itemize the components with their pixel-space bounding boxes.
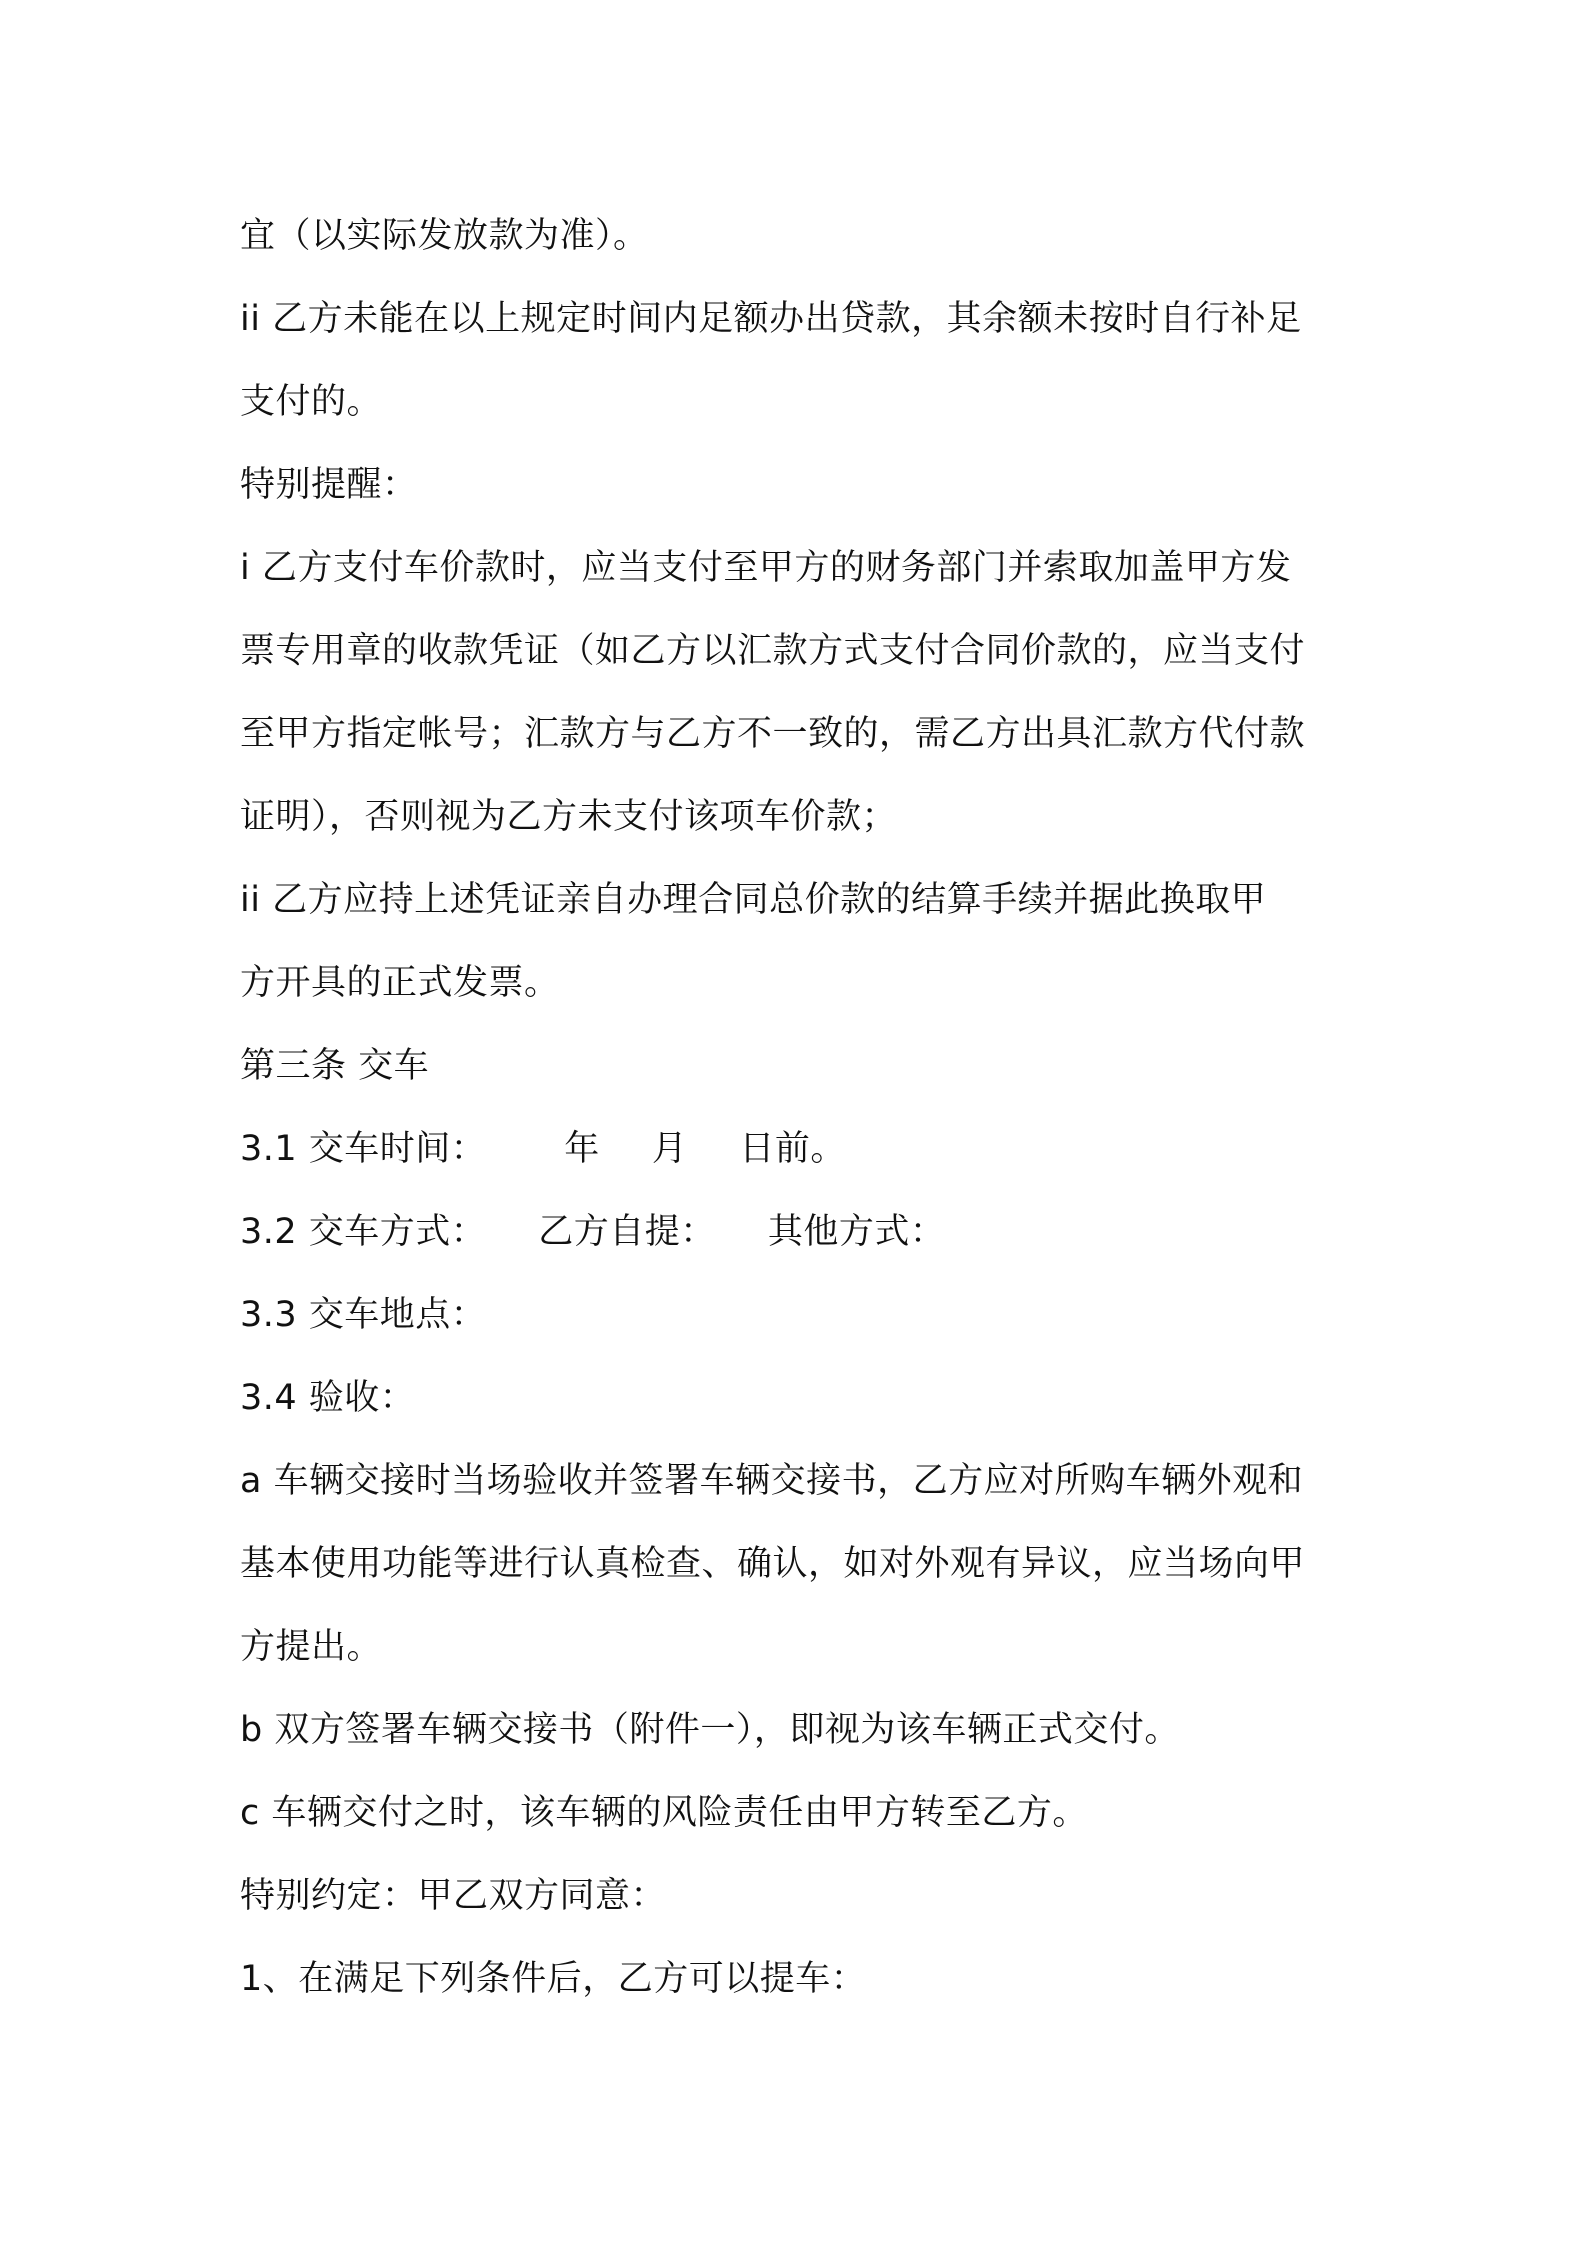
paragraph-line: i 乙方支付车价款时，应当支付至甲方的财务部门并索取加盖甲方发 (240, 548, 1292, 588)
self-pickup-option: 乙方自提： (538, 1212, 716, 1252)
special-reminder-heading: 特别提醒： (240, 465, 418, 505)
document-body (240, 195, 1370, 2021)
paragraph-line: 支付的。 (240, 382, 383, 422)
paragraph-line: ii 乙方应持上述凭证亲自办理合同总价款的结算手续并据此换取甲 (240, 880, 1267, 920)
paragraph-line: 方开具的正式发票。 (240, 963, 560, 1003)
clause-label: 3.1 交车时间： (240, 1129, 487, 1169)
other-method-option: 其他方式： (767, 1212, 946, 1252)
clause-delivery-time (240, 1108, 1370, 1191)
paragraph-line: 宜（以实际发放款为准）。 (240, 216, 649, 256)
paragraph-line: ii 乙方未能在以上规定时间内足额办出贷款，其余额未按时自行补足 (240, 299, 1302, 339)
year-label: 年 (564, 1129, 600, 1169)
clause-delivery-location: 3.3 交车地点： (240, 1295, 487, 1335)
clause-acceptance: 3.4 验收： (240, 1378, 416, 1418)
acceptance-line: 基本使用功能等进行认真检查、确认，如对外观有异议，应当场向甲 (240, 1544, 1306, 1584)
acceptance-line: b 双方签署车辆交接书（附件一），即视为该车辆正式交付。 (240, 1710, 1180, 1750)
acceptance-line: c 车辆交付之时，该车辆的风险责任由甲方转至乙方。 (240, 1793, 1088, 1833)
clause-label: 3.2 交车方式： (240, 1212, 487, 1252)
acceptance-line: 方提出。 (240, 1627, 383, 1667)
paragraph-line: 证明），否则视为乙方未支付该项车价款； (240, 797, 898, 837)
article-heading (240, 1025, 1370, 1108)
special-agreement-line: 特别约定：甲乙双方同意： (240, 1876, 667, 1916)
month-label: 月 (651, 1129, 688, 1169)
paragraph-line: 至甲方指定帐号；汇款方与乙方不一致的，需乙方出具汇款方代付款 (240, 714, 1306, 754)
list-item: 1、在满足下列条件后，乙方可以提车： (240, 1959, 867, 1999)
paragraph-line: 票专用章的收款凭证（如乙方以汇款方式支付合同价款的，应当支付 (240, 631, 1306, 671)
article-number: 第三条 (240, 1046, 347, 1086)
article-title: 交车 (358, 1046, 430, 1086)
acceptance-line: a 车辆交接时当场验收并签署车辆交接书，乙方应对所购车辆外观和 (240, 1461, 1304, 1501)
day-label: 日前。 (739, 1129, 846, 1169)
clause-delivery-method (240, 1191, 1370, 1274)
